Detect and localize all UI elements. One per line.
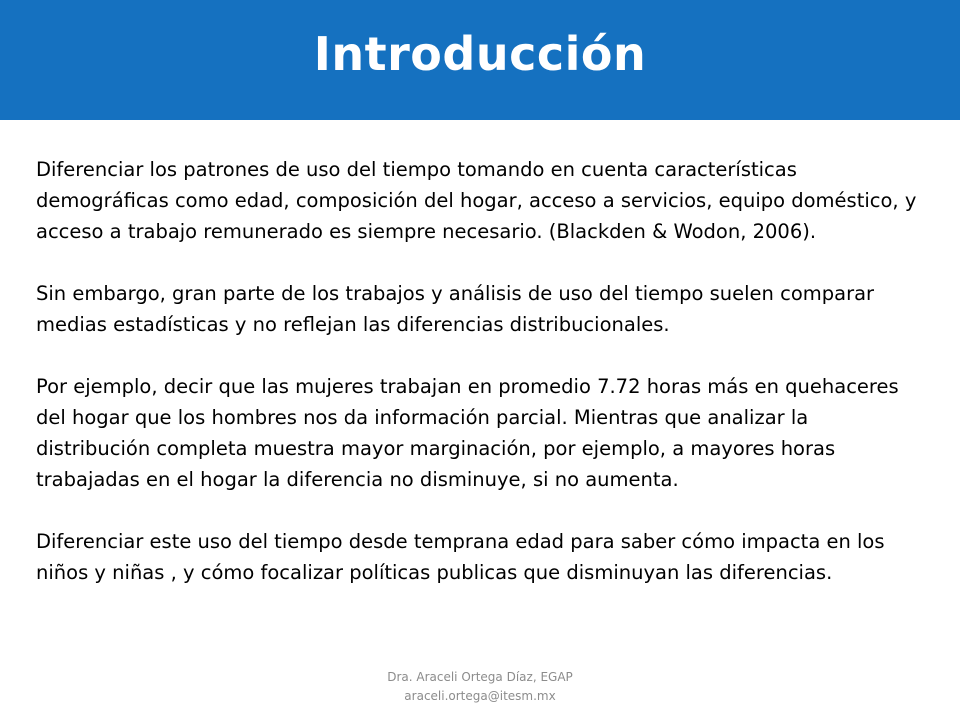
footer-author: Dra. Araceli Ortega Díaz, EGAP	[387, 670, 573, 684]
paragraph-1: Diferenciar los patrones de uso del tiempo tomando en cuenta características demográficas como edad, composición del hogar, acceso a servicios, equipo doméstico, y acceso a trabajo remunerado es siempre necesario. (Blackden & Wodon, 2006).	[36, 158, 917, 243]
paragraph-2: Sin embargo, gran parte de los trabajos y análisis de uso del tiempo suelen comparar medias estadísticas y no reflejan las diferencias distribucionales.	[36, 282, 875, 336]
footer-email: araceli.ortega@itesm.mx	[404, 689, 556, 703]
paragraph-4: Diferenciar este uso del tiempo desde temprana edad para saber cómo impacta en los niños y niñas , y cómo focalizar políticas publicas que disminuyan las diferencias.	[36, 530, 885, 584]
paragraph-3: Por ejemplo, decir que las mujeres trabajan en promedio 7.72 horas más en quehaceres del hogar que los hombres nos da información parcial. Mientras que analizar la distribución completa muestra mayor marginación, por ejemplo, a mayores horas trabajadas en el hogar la diferencia no disminuye, si no aumenta.	[36, 375, 899, 491]
slide-body	[36, 154, 928, 588]
slide-title: Introducción	[313, 27, 647, 81]
title-bar	[0, 0, 960, 120]
slide-footer	[0, 668, 960, 706]
